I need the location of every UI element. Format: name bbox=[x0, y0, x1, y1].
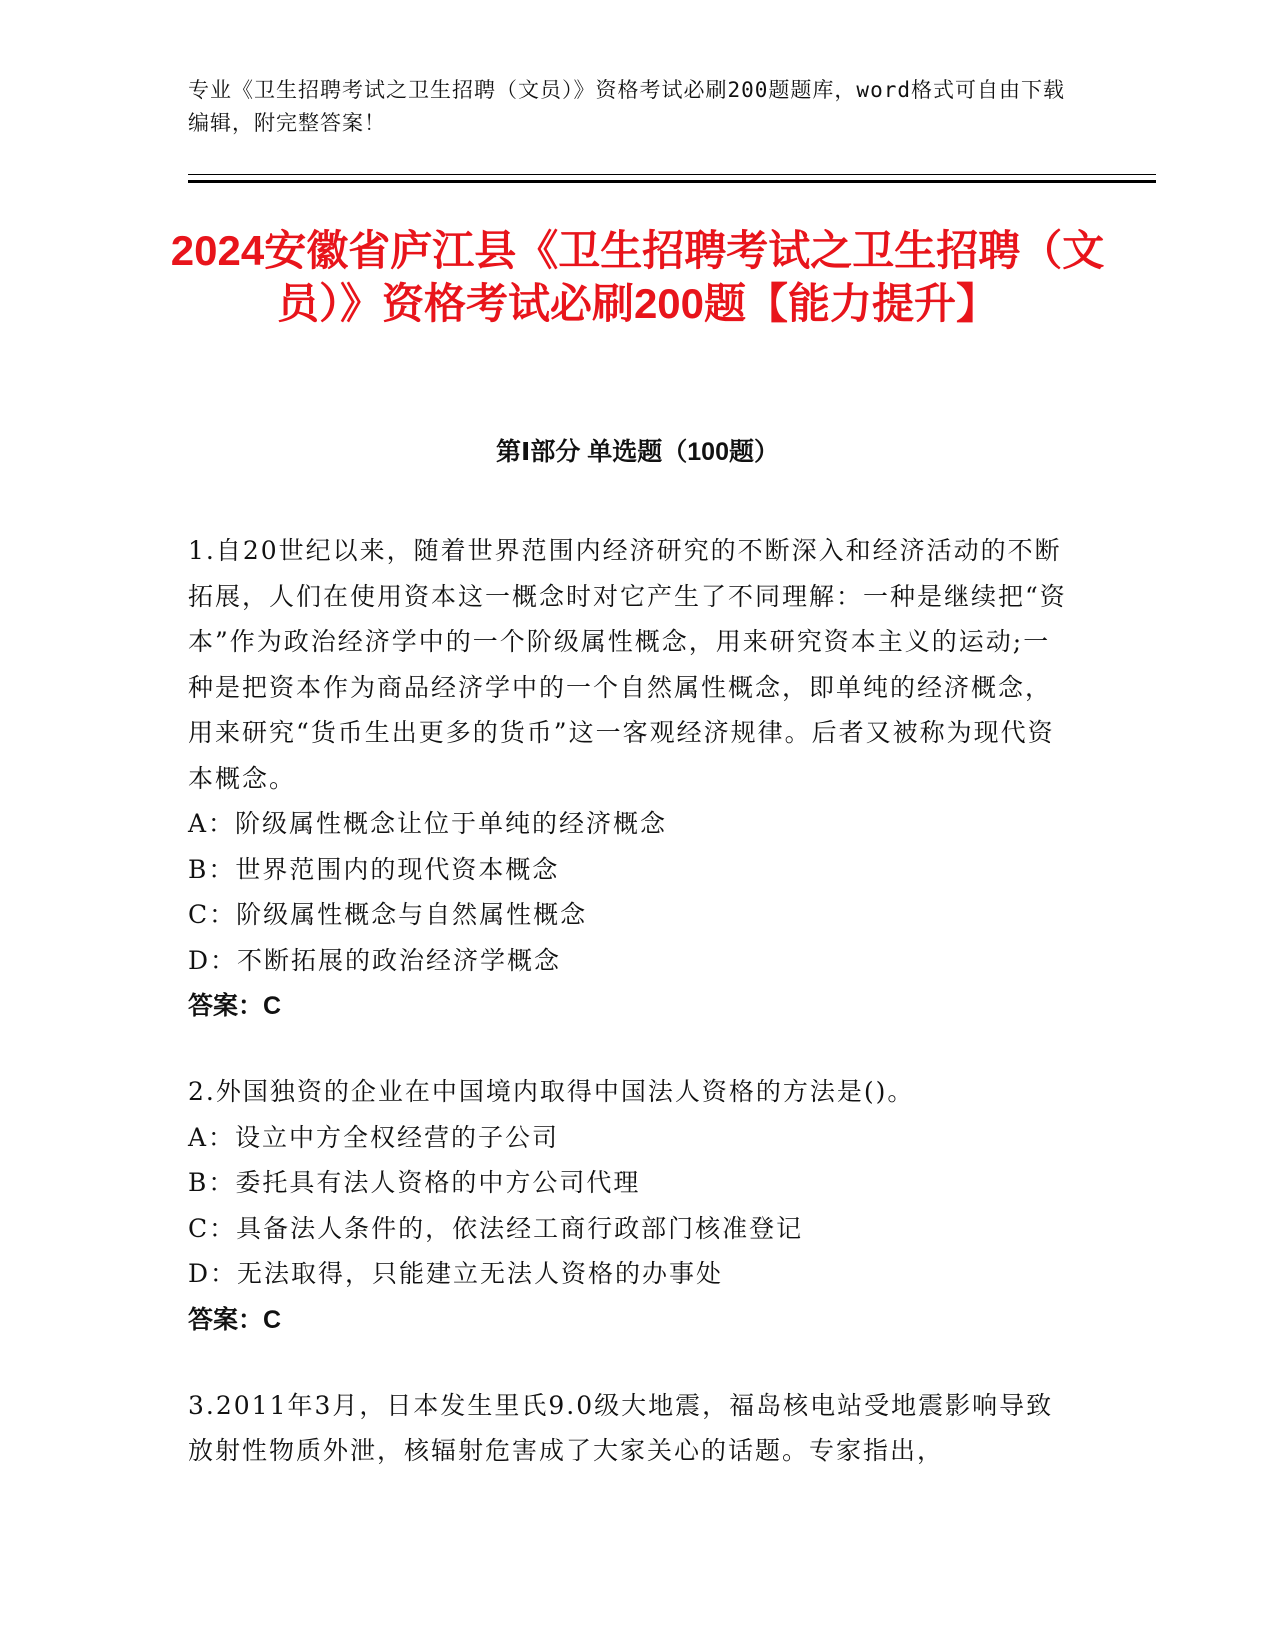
question-list bbox=[188, 528, 1068, 1514]
header-rule-thick bbox=[188, 180, 1156, 183]
question-2 bbox=[188, 1069, 1068, 1343]
answer: 答案：C bbox=[188, 1305, 282, 1334]
option-d: D：不断拓展的政治经济学概念 bbox=[188, 945, 562, 975]
option-a: A：设立中方全权经营的子公司 bbox=[188, 1122, 560, 1152]
question-stem: 3.2011年3月，日本发生里氏9.0级大地震，福岛核电站受地震影响导致放射性物质外泄，核辐射危害成了大家关心的话题。专家指出， bbox=[188, 1390, 1054, 1465]
section-title: 第Ⅰ部分 单选题（100题） bbox=[496, 438, 779, 466]
option-a: A：阶级属性概念让位于单纯的经济概念 bbox=[188, 809, 668, 838]
question-3 bbox=[188, 1383, 1068, 1474]
answer: 答案：C bbox=[188, 992, 282, 1020]
option-b: B：世界范围内的现代资本概念 bbox=[188, 854, 560, 884]
option-c: C：阶级属性概念与自然属性概念 bbox=[188, 900, 588, 929]
question-stem: 2.外国独资的企业在中国境内取得中国法人资格的方法是()。 bbox=[188, 1077, 915, 1106]
option-b: B：委托具有法人资格的中方公司代理 bbox=[188, 1168, 641, 1197]
option-d: D：无法取得，只能建立无法人资格的办事处 bbox=[188, 1259, 724, 1288]
header-rule-thin bbox=[188, 174, 1156, 175]
header-note: 专业《卫生招聘考试之卫生招聘（文员）》资格考试必刷200题题库，word格式可自由下载编辑，附完整答案！ bbox=[188, 78, 1065, 135]
question-1 bbox=[188, 528, 1068, 1029]
question-stem: 1.自20世纪以来，随着世界范围内经济研究的不断深入和经济活动的不断拓展，人们在使用资本这一概念时对它产生了不同理解：一种是继续把“资本”作为政治经济学中的一个阶级属性概念，用来研究资本主义的运动;一种是把资本作为商品经济学中的一个自然属性概念，即单纯的经济概念，用来研究“货币生出更多的货币”这一客观经济规律。后者又被称为现代资本概念。 bbox=[188, 536, 1067, 793]
option-c: C：具备法人条件的，依法经工商行政部门核准登记 bbox=[188, 1213, 804, 1243]
document-title: 2024安徽省庐江县《卫生招聘考试之卫生招聘（文员）》资格考试必刷200题【能力提升】 bbox=[170, 227, 1105, 327]
